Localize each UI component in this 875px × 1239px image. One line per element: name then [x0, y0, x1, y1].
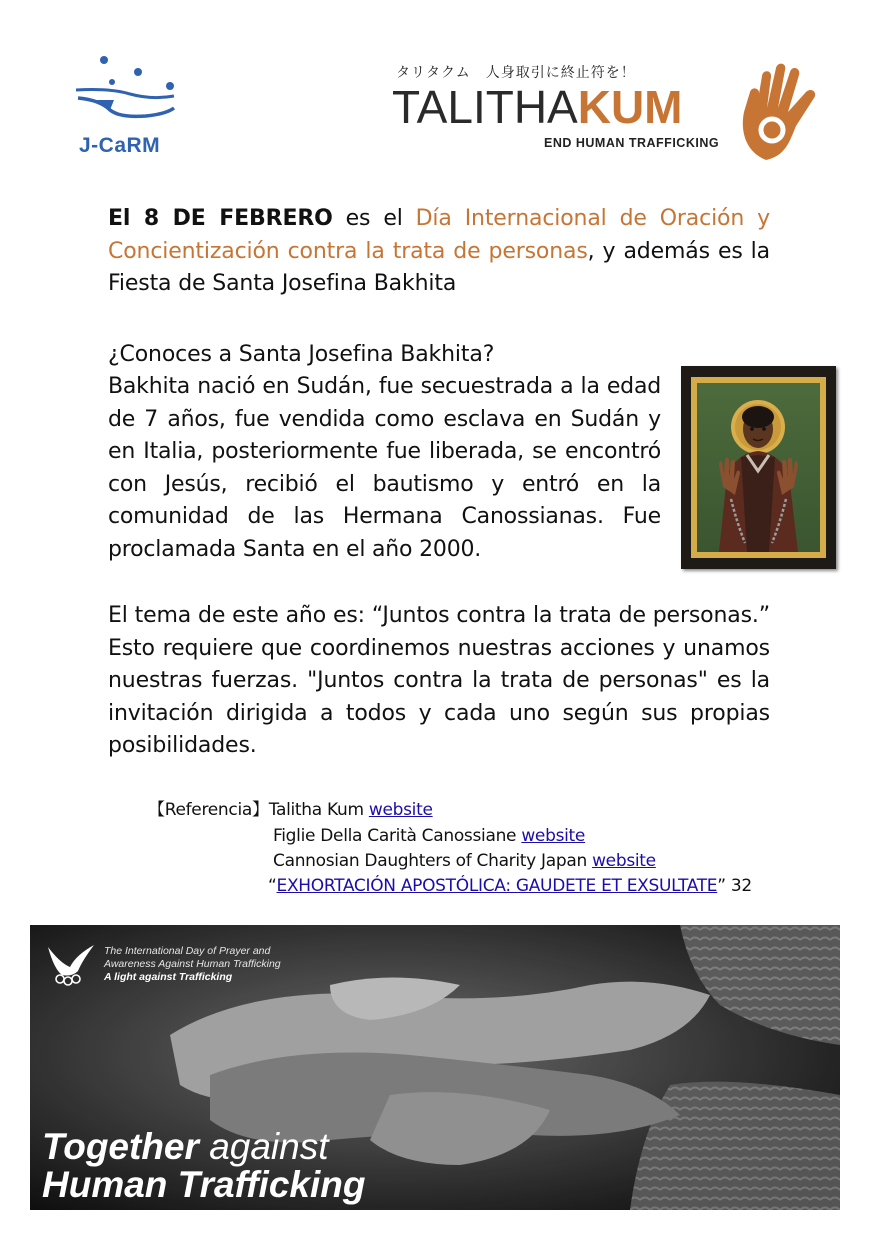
intro-text-2: , y además es la Fiesta de Santa Josefina Bakhita	[108, 238, 770, 296]
gaudete-et-exsultate-link[interactable]: EXHORTACIÓN APOSTÓLICA: GAUDETE ET EXSULTATE	[276, 876, 718, 896]
bakhita-question: ¿Conoces a Santa Josefina Bakhita?	[108, 342, 495, 367]
talitha-kum-wordmark	[392, 82, 683, 132]
theme-paragraph: El tema de este año es: “Juntos contra la trata de personas.” Esto requiere que coordinemos nuestras acciones y unamos nuestras fuerzas. "Juntos contra la trata de personas" es la invitación dirigida a todos y cada uno según sus propias posibilidades.	[108, 603, 770, 758]
banner-line-1: The International Day of Prayer and	[104, 945, 271, 957]
bakhita-icon-image	[681, 366, 836, 569]
hand-icon	[726, 52, 834, 164]
banner-title-line-1	[42, 1127, 329, 1167]
banner-line-2: Awareness Against Human Trafficking	[104, 958, 281, 970]
reference-gaudete-et-exsultate	[268, 874, 752, 898]
talitha-kum-subtitle: END HUMAN TRAFFICKING	[544, 136, 720, 150]
banner-title-line-2: Human Trafficking	[42, 1164, 366, 1205]
j-carm-logo-text: J-CaRM	[79, 134, 161, 157]
campaign-banner	[30, 925, 840, 1210]
reference-cannosian-japan	[273, 849, 656, 873]
banner-title-bold: Together	[42, 1126, 199, 1167]
kum-word: KUM	[577, 81, 683, 133]
reference-figlie-canossiane	[273, 824, 585, 848]
bakhita-biography: Bakhita nació en Sudán, fue secuestrada a la edad de 7 años, fue vendida como esclava en Sudán y en Italia, posteriormente fue liberada, se encontró con Jesús, recibió el bautismo y entró en la comunidad de las Hermana Canossianas. Fue proclamada Santa en el año 2000.	[108, 374, 661, 562]
talitha-kum-website-link[interactable]: website	[368, 800, 433, 820]
canossiane-website-link[interactable]: website	[521, 826, 586, 846]
reference-suffix: ” 32	[717, 876, 752, 896]
intro-paragraph	[108, 203, 770, 301]
reference-text: Cannosian Daughters of Charity Japan	[273, 851, 593, 871]
reference-text: Talitha Kum	[268, 800, 369, 820]
reference-text: Figlie Della Carità Canossiane	[273, 826, 522, 846]
reference-open-quote: “	[268, 876, 277, 896]
intro-text-1: es el	[332, 206, 416, 231]
feast-date: El 8 DE FEBRERO	[108, 206, 333, 231]
j-carm-mark-icon	[70, 52, 180, 126]
talitha-word: TALITHA	[392, 81, 578, 133]
cannosian-japan-website-link[interactable]: website	[592, 851, 656, 871]
saint-bakhita-portrait	[697, 383, 820, 552]
banner-title-light: against	[198, 1126, 329, 1167]
reference-talitha-kum	[148, 798, 433, 822]
international-day-highlight: Día Internacional de Oración y Concientización contra la trata de personas	[108, 206, 770, 264]
dove-chain-icon	[42, 941, 100, 987]
talitha-kum-logo	[390, 52, 835, 164]
reference-label: 【Referencia】	[148, 800, 269, 820]
j-carm-logo	[70, 52, 180, 162]
banner-line-3: A light against Trafficking	[104, 971, 233, 983]
talitha-kum-japanese-tagline: タリタクム 人身取引に終止符を！	[396, 65, 636, 81]
